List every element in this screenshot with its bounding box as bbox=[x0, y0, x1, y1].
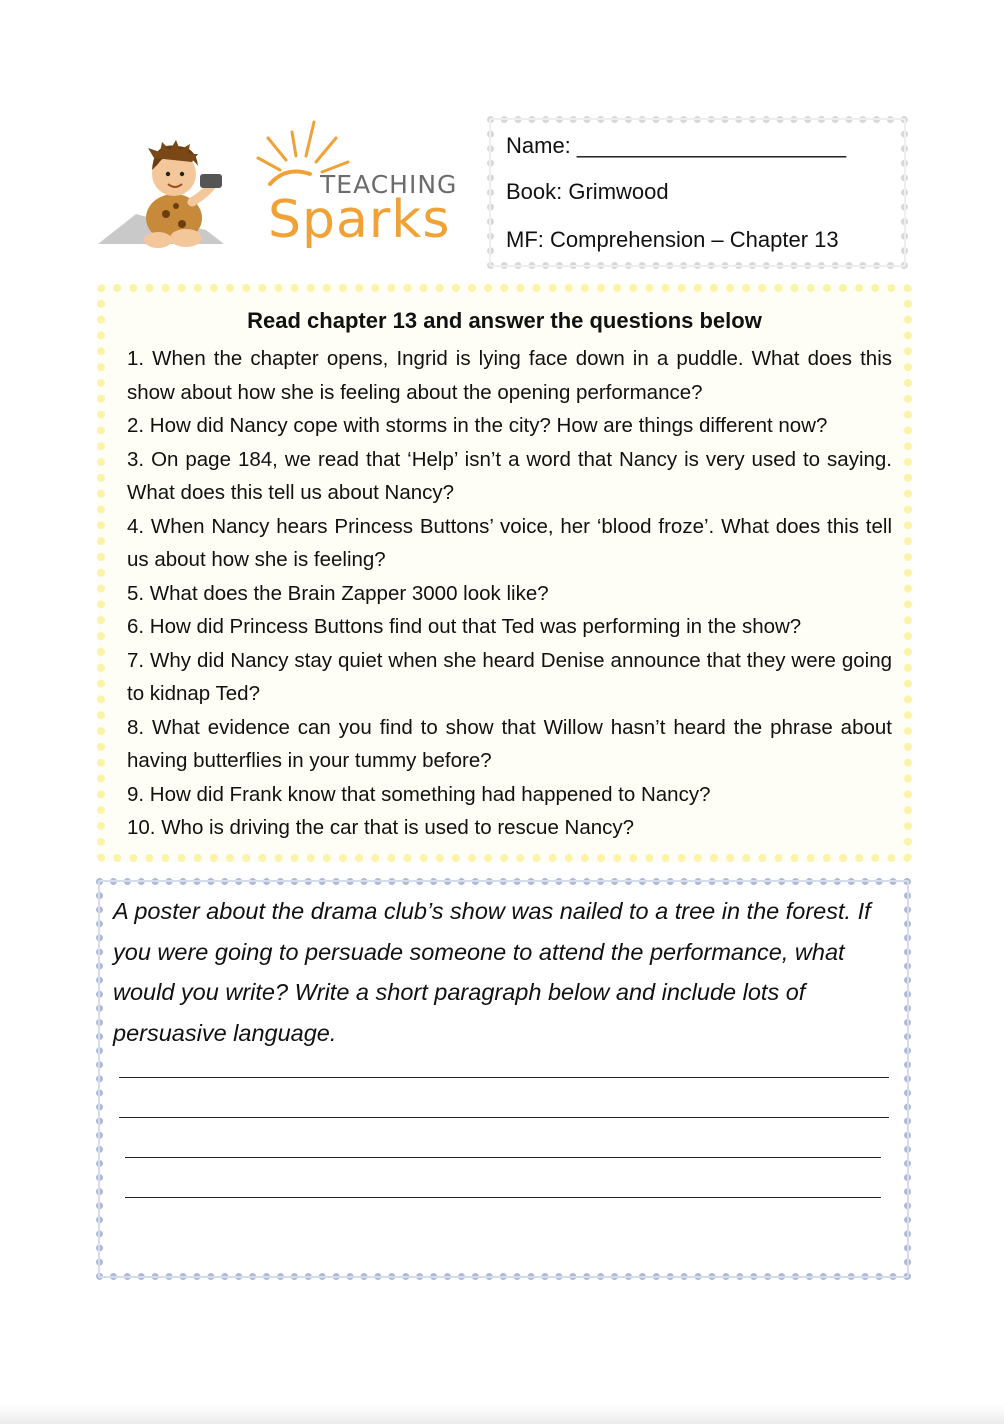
answer-line-2[interactable] bbox=[119, 1117, 889, 1118]
student-info-box bbox=[487, 116, 908, 269]
question-8: 8. What evidence can you find to show that Willow hasn’t heard the phrase about having butterflies in your tummy before? bbox=[127, 715, 892, 772]
question-3: 3. On page 184, we read that ‘Help’ isn’t a word that Nancy is very used to saying. What does this tell us about Nancy? bbox=[127, 447, 892, 504]
question-list bbox=[127, 342, 892, 845]
writing-prompt: A poster about the drama club’s show was nailed to a tree in the forest. If you were going to persuade someone to attend the performance, what would you write? Write a short paragraph below and include lots of persuasive language. bbox=[113, 898, 871, 1046]
name-field[interactable]: Name: ______________________ bbox=[506, 133, 847, 158]
answer-line-1[interactable] bbox=[119, 1077, 889, 1078]
page-bottom-edge bbox=[0, 1404, 1004, 1424]
question-4: 4. When Nancy hears Princess Buttons’ voice, her ‘blood froze’. What does this tell us about how she is feeling? bbox=[127, 514, 892, 571]
question-10: 10. Who is driving the car that is used to rescue Nancy? bbox=[127, 816, 635, 839]
writing-task-box bbox=[96, 878, 911, 1280]
book-label: Book: Grimwood bbox=[506, 179, 669, 204]
question-7: 7. Why did Nancy stay quiet when she heard Denise announce that they were going to kidnap Ted? bbox=[127, 648, 892, 705]
question-9: 9. How did Frank know that something had happened to Nancy? bbox=[127, 782, 711, 806]
answer-line-4[interactable] bbox=[125, 1197, 881, 1198]
answer-line-3[interactable] bbox=[125, 1157, 881, 1158]
logo-teaching-text: TEACHING bbox=[320, 170, 458, 199]
teaching-sparks-logo bbox=[96, 118, 468, 268]
logo-sparks-text: Sparks bbox=[268, 190, 451, 250]
mf-label: MF: Comprehension – Chapter 13 bbox=[506, 227, 839, 252]
question-5: 5. What does the Brain Zapper 3000 look like? bbox=[127, 581, 549, 605]
question-6: 6. How did Princess Buttons find out that Ted was performing in the show? bbox=[127, 615, 802, 638]
questions-box bbox=[97, 284, 912, 862]
questions-title: Read chapter 13 and answer the questions below bbox=[247, 308, 762, 333]
question-1: 1. When the chapter opens, Ingrid is lying face down in a puddle. What does this show about how she is feeling about the opening performance? bbox=[127, 347, 892, 404]
question-2: 2. How did Nancy cope with storms in the city? How are things different now? bbox=[127, 414, 828, 437]
